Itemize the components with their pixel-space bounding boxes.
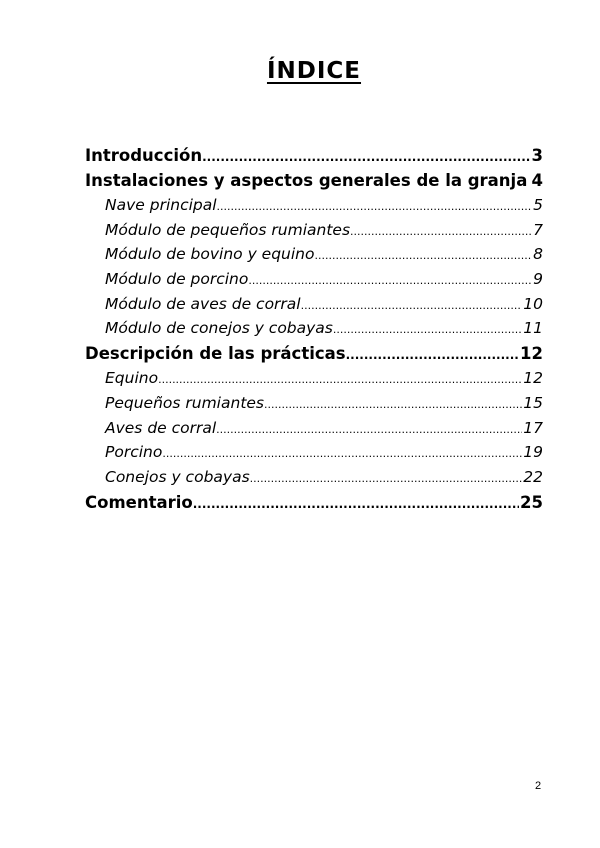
toc-entry-label: Comentario — [85, 492, 193, 512]
toc-entry-page: 5 — [533, 196, 543, 214]
toc-section-entry — [85, 146, 543, 171]
toc-subsection-entry — [85, 319, 543, 344]
toc-entry-label: Porcino — [105, 443, 163, 462]
toc-entry-page: 12 — [520, 344, 543, 364]
toc-dot-leader — [301, 299, 523, 312]
toc-entry-label: Módulo de porcino — [105, 270, 249, 289]
toc-entry-label: Equino — [105, 369, 159, 388]
toc-subsection-entry — [85, 196, 543, 221]
toc-subsection-entry — [85, 270, 543, 295]
toc-subsection-entry — [85, 394, 543, 419]
toc-entry-label: Aves de corral — [105, 418, 217, 437]
toc-subsection-entry — [85, 295, 543, 320]
toc-dot-leader — [202, 150, 530, 164]
toc-dot-leader — [315, 249, 533, 262]
index-title: ÍNDICE — [266, 58, 362, 84]
page-number: 2 — [535, 780, 542, 792]
toc-section-entry — [85, 344, 543, 369]
toc-dot-leader — [350, 225, 532, 238]
toc-entry-page: 25 — [520, 492, 543, 512]
toc-dot-leader — [216, 423, 522, 436]
toc-entry-label: Módulo de conejos y cobayas — [105, 319, 333, 338]
toc-subsection-entry — [85, 245, 543, 270]
toc-entry-page: 7 — [533, 220, 543, 239]
toc-dot-leader — [193, 497, 519, 511]
table-of-contents — [85, 146, 543, 518]
toc-dot-leader — [158, 373, 522, 386]
toc-entry-page: 11 — [523, 319, 543, 338]
toc-entry-label: Pequeños rumiantes — [105, 393, 265, 412]
toc-entry-label: Módulo de bovino y equino — [105, 245, 315, 264]
toc-subsection-entry — [85, 443, 543, 468]
toc-entry-page: 3 — [531, 146, 543, 165]
toc-dot-leader — [248, 274, 532, 287]
toc-subsection-entry — [85, 419, 543, 444]
toc-entry-label: Nave principal — [105, 196, 217, 214]
toc-dot-leader — [346, 348, 519, 362]
toc-entry-label: Instalaciones y aspectos generales de la granja — [85, 171, 528, 190]
toc-section-entry — [85, 493, 543, 518]
toc-dot-leader — [264, 398, 522, 411]
toc-entry-page: 4 — [531, 171, 543, 190]
toc-subsection-entry — [85, 369, 543, 394]
toc-entry-label: Módulo de aves de corral — [105, 294, 301, 313]
toc-entry-page: 10 — [523, 294, 543, 313]
toc-entry-label: Introducción — [85, 146, 203, 165]
toc-entry-page: 17 — [523, 418, 543, 437]
toc-dot-leader — [217, 200, 533, 213]
toc-entry-page: 15 — [523, 393, 543, 412]
toc-dot-leader — [250, 472, 523, 485]
toc-subsection-entry — [85, 221, 543, 246]
toc-entry-page: 22 — [523, 467, 543, 486]
toc-entry-page: 12 — [523, 369, 543, 388]
toc-entry-page: 8 — [533, 245, 543, 264]
toc-entry-label: Módulo de pequeños rumiantes — [105, 220, 351, 239]
toc-entry-label: Descripción de las prácticas — [85, 344, 346, 364]
toc-entry-page: 19 — [523, 443, 543, 462]
toc-dot-leader — [162, 447, 522, 460]
toc-entry-page: 9 — [533, 270, 543, 289]
toc-subsection-entry — [85, 468, 543, 493]
toc-entry-label: Conejos y cobayas — [105, 467, 250, 486]
toc-dot-leader — [333, 323, 522, 336]
toc-section-entry — [85, 171, 543, 196]
